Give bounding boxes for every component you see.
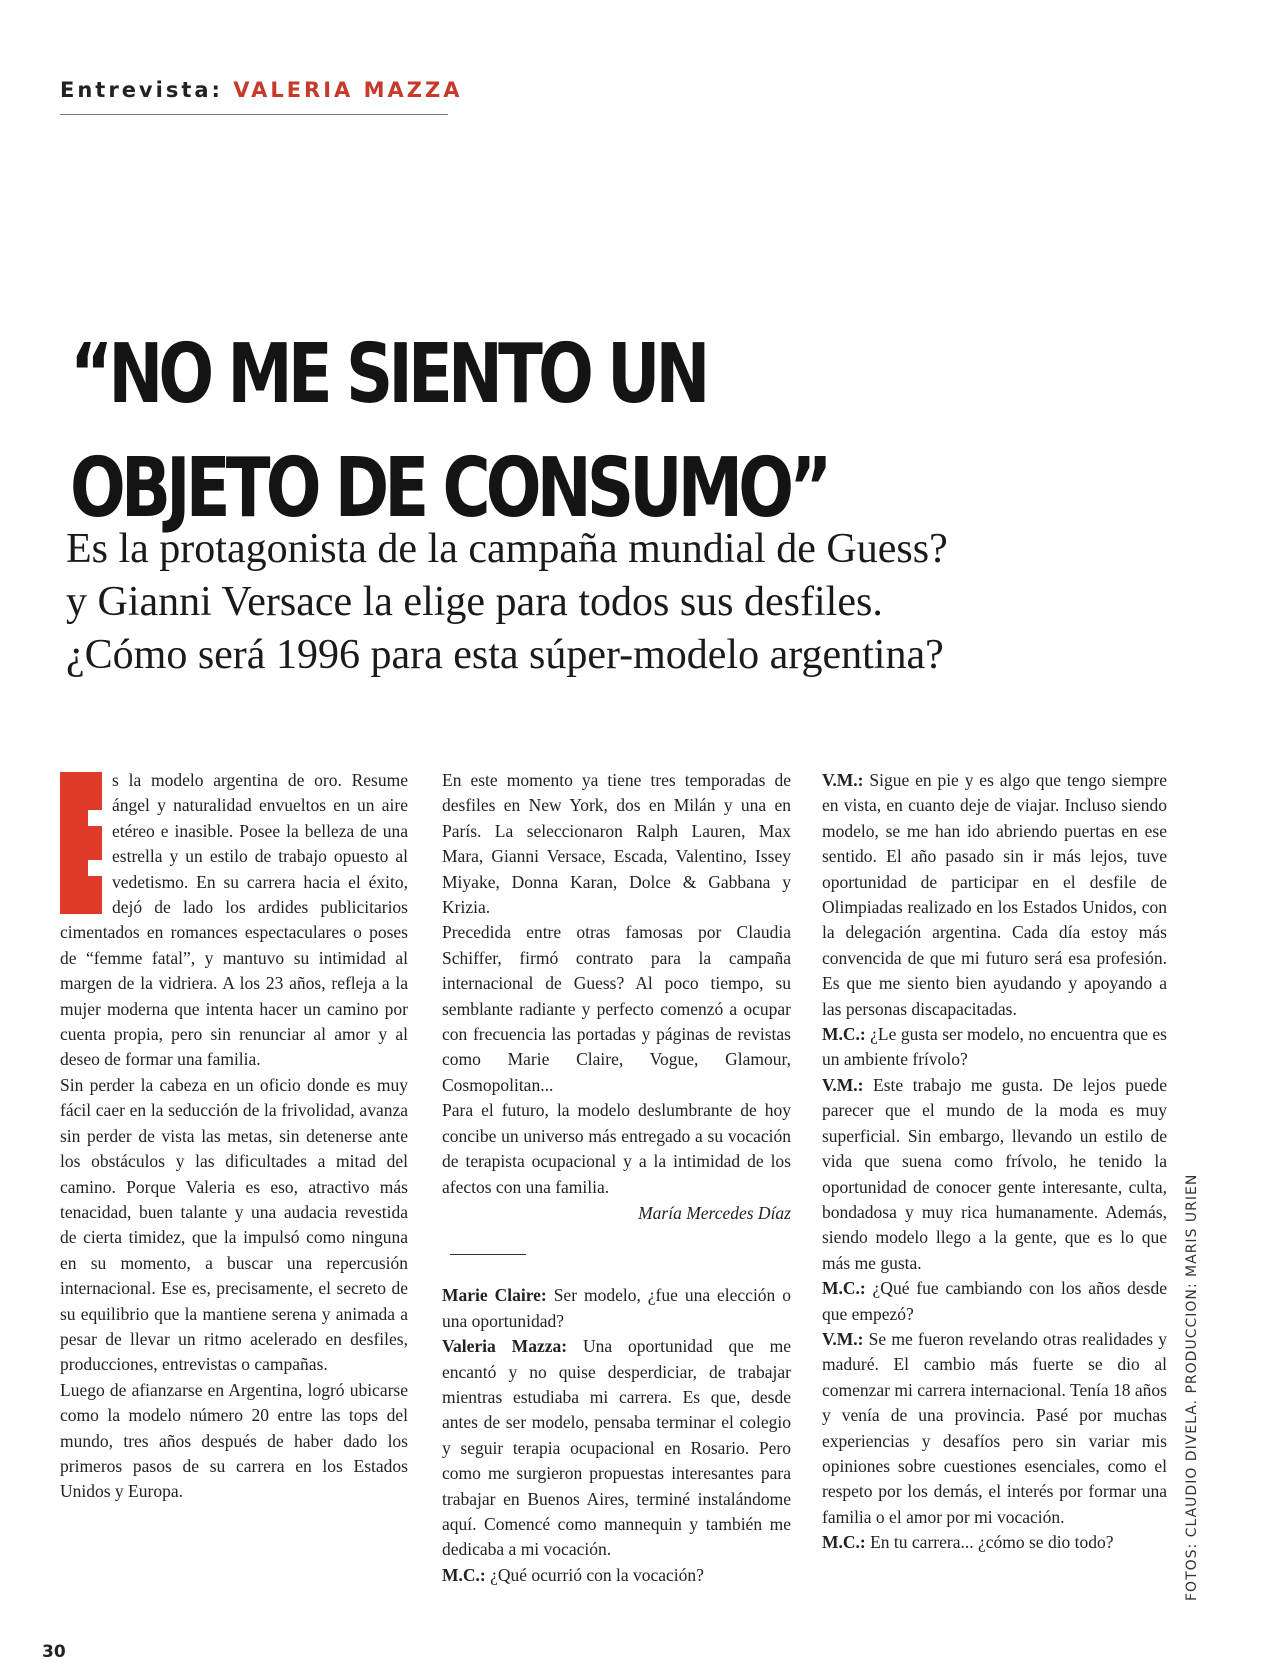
speaker-label: M.C.: bbox=[822, 1532, 866, 1553]
answer-text: Este trabajo me gusta. De lejos puede parecer que el mundo de la moda es muy superficial. Sin embargo, llevando un estilo de vida que suena como frívolo, he tenido la oportunidad de conocer gente interesante, culta, bondadosa y muy rica humanamente. Además, siendo modelo llego a la gente, que es lo que más me gusta. bbox=[822, 1074, 1167, 1273]
intro-paragraph-2: Sin perder la cabeza en un oficio donde es muy fácil caer en la seducción de la frivolidad, avanza sin perder de vista las metas, sin detenerse ante los obstáculos y las dificultades a mitad del camino. Porque Valeria es eso, atractivo más tenacidad, buen talante y una audacia revestida de cierta timidez, que la impulsó como ninguna en su momento, a buscar una repercusión internacional. Ese es, precisamente, el secreto de su equilibrio que la mantiene serena y animada a pesar de llevar un ritmo acelerado en desfiles, producciones, entrevistas o campañas. bbox=[60, 1074, 408, 1375]
speaker-label: Valeria Mazza: bbox=[442, 1336, 568, 1357]
interview-question-5 bbox=[822, 1530, 1167, 1555]
page-number: 30 bbox=[42, 1642, 66, 1662]
section-subject: VALERIA MAZZA bbox=[233, 78, 463, 102]
interview-question-3 bbox=[822, 1022, 1167, 1073]
question-text: ¿Le gusta ser modelo, no encuentra que es un ambiente frívolo? bbox=[822, 1024, 1167, 1070]
answer-text: Una oportunidad que me encantó y no quise desperdiciar, de trabajar mientras estudiaba mi carrera. Es que, desde antes de ser modelo, pensaba terminar el colegio y seguir terapia ocupacional en Rosario. Pero como me surgieron propuestas interesantes para trabajar en Buenos Aires, terminé instalándome aquí. Comencé como mannequin y también me dedicaba a mi vocación. bbox=[442, 1336, 791, 1560]
interview-question-1 bbox=[442, 1283, 791, 1334]
section-header bbox=[60, 78, 462, 102]
subtitle-line-3: ¿Cómo será 1996 para esta súper-modelo argentina? bbox=[66, 632, 944, 678]
intro-paragraph-4: En este momento ya tiene tres temporadas de desfiles en New York, dos en Milán y una en París. La seleccionaron Ralph Lauren, Max Mara, Gianni Versace, Escada, Valentino, Issey Miyake, Donna Karan, Dolce & Gabbana y Krizia. bbox=[442, 770, 791, 918]
headline bbox=[70, 318, 828, 546]
drop-cap-notch-bottom bbox=[88, 860, 102, 876]
speaker-label: M.C.: bbox=[822, 1278, 866, 1299]
photo-credits: FOTOS: CLAUDIO DIVELA. PRODUCCION: MARIS URIEN bbox=[1184, 1173, 1200, 1601]
speaker-label: M.C.: bbox=[822, 1024, 866, 1045]
answer-text: Se me fueron revelando otras realidades y maduré. El cambio más fuerte se dio al comenzar mi carrera internacional. Tenía 18 años y venía de una provincia. Pasé por muchas experiencias y desafíos pero sin variar mis opiniones sobre cuestiones esenciales, como el respeto por los demás, el interés por formar una familia o el amor por mi vocación. bbox=[822, 1328, 1167, 1527]
question-text: ¿Qué ocurrió con la vocación? bbox=[485, 1564, 704, 1585]
intro-paragraph-6: Para el futuro, la modelo deslumbrante de hoy concibe un universo más entregado a su vocación de terapista ocupacional y a la intimidad de los afectos con una familia. bbox=[442, 1100, 791, 1197]
interview-answer-2 bbox=[822, 768, 1167, 1022]
drop-cap-notch-top bbox=[88, 810, 102, 826]
interview-answer-4 bbox=[822, 1327, 1167, 1530]
intro-paragraph-1: s la modelo argentina de oro. Resume ángel y naturalidad envueltos en un aire etéreo e inasible. Posee la belleza de una estrella y un estilo de trabajo opuesto al vedetismo. En su carrera hacia el éxito, dejó de lado los ardides publicitarios cimentados en romances espectaculares o poses de “femme fatal”, y mantuvo su intimidad al margen de la vidriera. A los 23 años, refleja a la mujer moderna que intenta hacer un camino por cuenta propia, pero sin renunciar al amor y al deseo de formar una familia. bbox=[60, 770, 408, 1070]
subtitle-line-1: Es la protagonista de la campaña mundial de Guess? bbox=[66, 526, 948, 572]
question-text: ¿Qué fue cambiando con los años desde que empezó? bbox=[822, 1278, 1167, 1324]
headline-line-2: OBJETO DE CONSUMO” bbox=[70, 441, 828, 536]
drop-cap-letter-e bbox=[60, 772, 102, 914]
header-rule bbox=[60, 114, 448, 115]
interview-answer-1 bbox=[442, 1334, 791, 1563]
speaker-label: V.M.: bbox=[822, 1328, 864, 1349]
column-2 bbox=[442, 768, 791, 1588]
answer-text: Sigue en pie y es algo que tengo siempre en vista, en cuanto deje de viajar. Incluso siendo modelo, se me han ido abriendo puertas en ese sentido. El año pasado sin ir más lejos, tuve oportunidad de participar en el desfile de Olimpiadas realizado en los Estados Unidos, con la delegación argentina. Cada día estoy más convencida de que mi futuro será esa profesión. Es que me siento bien ayudando y apoyando a las personas discapacitadas. bbox=[822, 770, 1167, 1019]
question-text: Ser modelo, ¿fue una elección o una oportunidad? bbox=[442, 1285, 791, 1331]
intro-paragraph-3: Luego de afianzarse en Argentina, logró ubicarse como la modelo número 20 entre las tops del mundo, tres años después de haber dado los primeros pasos de su carrera en los Estados Unidos y Europa. bbox=[60, 1379, 408, 1502]
subtitle bbox=[66, 523, 948, 682]
author-signature: María Mercedes Díaz bbox=[638, 1202, 791, 1223]
column-3 bbox=[822, 768, 1167, 1556]
speaker-label: V.M.: bbox=[822, 1074, 864, 1095]
interview-answer-3 bbox=[822, 1073, 1167, 1276]
subtitle-line-2: y Gianni Versace la elige para todos sus desfiles. bbox=[66, 579, 883, 625]
column-1 bbox=[60, 768, 408, 1505]
speaker-label: V.M.: bbox=[822, 770, 864, 790]
section-label: Entrevista: bbox=[60, 78, 223, 102]
intro-paragraph-5: Precedida entre otras famosas por Claudia Schiffer, firmó contrato para la campaña internacional de Guess? Al poco tiempo, su semblante radiante y perfecto comenzó a ocupar con frecuencia las portadas y páginas de revistas como Marie Claire, Vogue, Glamour, Cosmopolitan... bbox=[442, 922, 791, 1095]
speaker-label: M.C.: bbox=[442, 1564, 486, 1585]
interview-question-2 bbox=[442, 1563, 791, 1588]
section-divider bbox=[450, 1254, 526, 1255]
headline-line-1: “NO ME SIENTO UN bbox=[70, 327, 706, 422]
speaker-label: Marie Claire: bbox=[442, 1285, 547, 1306]
interview-question-4 bbox=[822, 1276, 1167, 1327]
question-text: En tu carrera... ¿cómo se dio todo? bbox=[865, 1532, 1114, 1553]
